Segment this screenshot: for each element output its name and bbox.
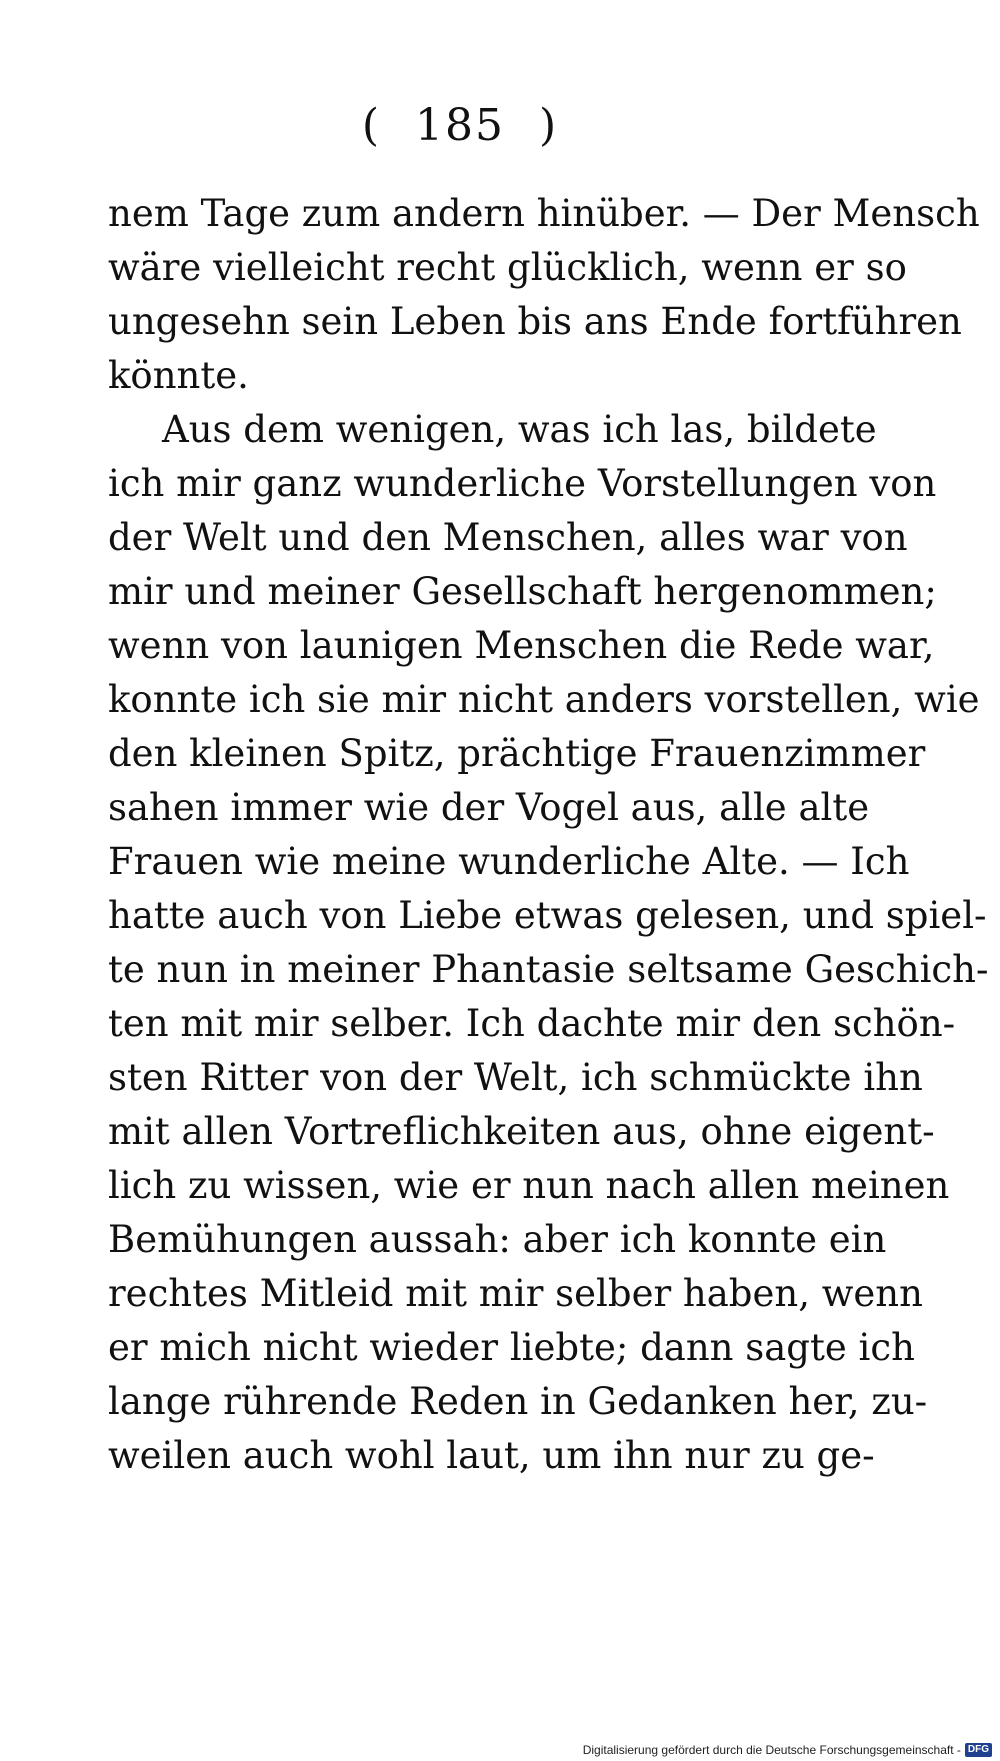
text-line: konnte ich sie mir nicht anders vorstellen, wie <box>108 678 980 721</box>
digitization-footer <box>583 1743 992 1757</box>
text-line: wäre vielleicht recht glücklich, wenn er so <box>108 246 907 289</box>
text-line: ungesehn sein Leben bis ans Ende fortführen <box>108 300 962 343</box>
text-line: lange rührende Reden in Gedanken her, zu- <box>108 1380 928 1423</box>
page-number-value: 185 <box>415 100 505 151</box>
text-line: sten Ritter von der Welt, ich schmückte ihn <box>108 1056 923 1099</box>
text-line: lich zu wissen, wie er nun nach allen meinen <box>108 1164 950 1207</box>
text-line: mit allen Vortreflichkeiten aus, ohne eigent- <box>108 1110 935 1153</box>
text-line: mir und meiner Gesellschaft hergenommen; <box>108 570 937 613</box>
page-number-open-paren: ( <box>361 100 381 151</box>
text-line: rechtes Mitleid mit mir selber haben, wenn <box>108 1272 923 1315</box>
page-number <box>0 100 920 151</box>
text-line: ich mir ganz wunderliche Vorstellungen von <box>108 462 937 505</box>
text-line: er mich nicht wieder liebte; dann sagte ich <box>108 1326 915 1369</box>
text-line: sahen immer wie der Vogel aus, alle alte <box>108 786 870 829</box>
text-line: wenn von launigen Menschen die Rede war, <box>108 624 935 667</box>
text-line: Bemühungen aussah: aber ich konnte ein <box>108 1218 887 1261</box>
text-line: könnte. <box>108 354 249 397</box>
text-line: ten mit mir selber. Ich dachte mir den schön- <box>108 1002 956 1045</box>
text-line: nem Tage zum andern hinüber. — Der Mensch <box>108 192 980 235</box>
body-text <box>108 187 989 1483</box>
dfg-logo: DFG <box>965 1743 992 1757</box>
text-line: den kleinen Spitz, prächtige Frauenzimmer <box>108 732 926 775</box>
text-line: Aus dem wenigen, was ich las, bildete <box>162 408 877 451</box>
text-line: hatte auch von Liebe etwas gelesen, und spiel- <box>108 894 987 937</box>
text-line: Frauen wie meine wunderliche Alte. — Ich <box>108 840 910 883</box>
text-line: te nun in meiner Phantasie seltsame Geschich- <box>108 948 989 991</box>
page-number-close-paren: ) <box>538 100 559 151</box>
funding-credit: Digitalisierung gefördert durch die Deutsche Forschungsgemeinschaft - <box>582 1743 961 1757</box>
text-line: weilen auch wohl laut, um ihn nur zu ge- <box>108 1434 875 1477</box>
text-line: der Welt und den Menschen, alles war von <box>108 516 908 559</box>
